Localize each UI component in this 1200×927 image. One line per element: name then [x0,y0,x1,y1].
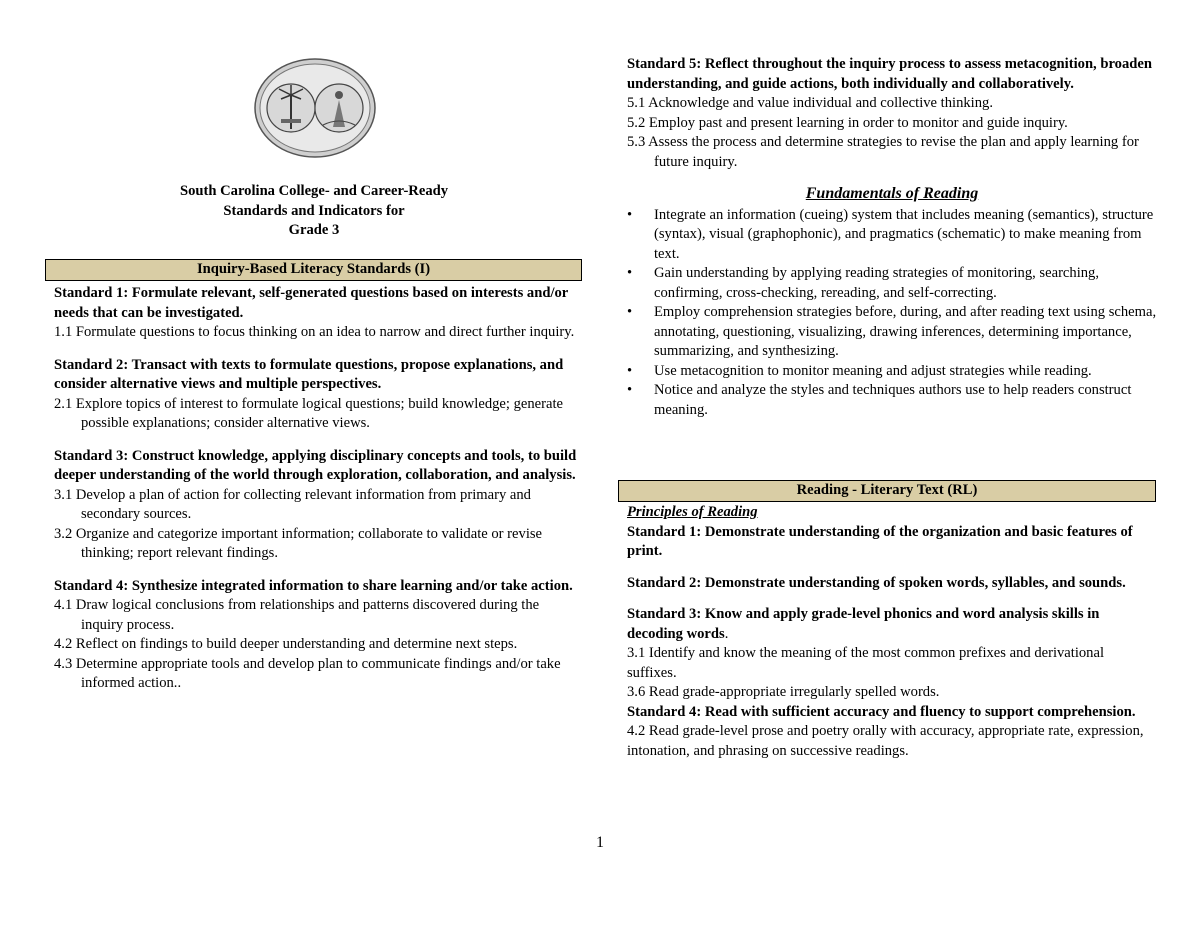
indicator: 4.3 Determine appropriate tools and develop plan to communicate findings and/or take informed action.. [54,655,561,691]
standard-3-heading: Standard 3: Construct knowledge, applying disciplinary concepts and tools, to build deeper understanding of the world through exploration, collaboration, and analysis. [54,447,577,483]
left-column [54,284,579,694]
indicator: 3.2 Organize and categorize important information; collaborate to validate or revise thinking; report relevant findings. [54,525,543,561]
south-carolina-seal-icon [253,57,377,159]
list-item [627,264,1157,303]
rl-standard-4-heading: Standard 4: Read with sufficient accuracy and fluency to support comprehension. [627,703,1136,720]
indicator: 3.6 Read grade-appropriate irregularly spelled words. [627,684,940,700]
right-column [627,55,1157,420]
standard-5-heading: Standard 5: Reflect throughout the inquiry process to assess metacognition, broaden understanding, and guide actions, both individually and collaboratively. [627,56,1152,92]
bullet: • [627,362,633,379]
literary-text-banner: Reading - Literary Text (RL) [618,480,1156,502]
indicator: 5.1 Acknowledge and value individual and collective thinking. [627,95,993,111]
title-line: South Carolina College- and Career-Ready [179,183,449,199]
bullet: • [627,382,633,398]
indicator: 4.1 Draw logical conclusions from relationships and patterns discovered during the inquiry process. [54,597,540,633]
indicator: 5.2 Employ past and present learning in order to monitor and guide inquiry. [627,114,1068,131]
list-item [627,206,1157,265]
list-item-text: Gain understanding by applying reading strategies of monitoring, searching, confirming, cross-checking, rereading, and self-correcting. [654,265,1100,301]
inquiry-standards-banner: Inquiry-Based Literacy Standards (I) [45,259,582,281]
rl-standard-3-text: Standard 3: Know and apply grade-level phonics and word analysis skills in decoding words [627,606,1100,642]
indicator: 4.2 Reflect on findings to build deeper understanding and determine next steps. [54,636,518,652]
list-item-text: Notice and analyze the styles and techniques authors use to help readers construct meaning. [654,382,1132,418]
bullet: • [627,206,633,223]
indicator: 1.1 Formulate questions to focus thinking on an idea to narrow and direct further inquiry. [54,324,575,340]
title-line: Grade 3 [288,222,340,238]
indicator: 3.1 Identify and know the meaning of the most common prefixes and derivational suffixes. [627,645,1105,681]
fundamentals-list [627,206,1157,421]
rl-standard-3-heading [627,605,1157,644]
standard-1-heading: Standard 1: Formulate relevant, self-generated questions based on interests and/or needs that can be investigated. [54,285,569,321]
indicator: 5.3 Assess the process and determine strategies to revise the plan and apply learning for future inquiry. [627,134,1139,170]
indicator: 4.2 Read grade-level prose and poetry orally with accuracy, appropriate rate, expression, intonation, and phrasing on successive readings. [627,723,1144,759]
indicator: 2.1 Explore topics of interest to formulate logical questions; build knowledge; generate possible explanations; consider alternative views. [54,395,564,431]
bullet: • [627,304,633,320]
page-number: 1 [596,834,604,851]
list-item-text: Employ comprehension strategies before, during, and after reading text using schema, annotating, questioning, visualizing, drawing inferences, determining importance, summarizing, and synthesizing. [654,304,1157,359]
standard-4-heading: Standard 4: Synthesize integrated information to share learning and/or take action. [54,577,573,594]
list-item [627,362,1157,382]
rl-standard-3-period: . [724,625,729,642]
document-title [54,182,574,241]
fundamentals-title: Fundamentals of Reading [805,185,979,202]
rl-standard-2-heading: Standard 2: Demonstrate understanding of spoken words, syllables, and sounds. [627,574,1126,591]
state-seal [253,57,377,159]
rl-standard-1-heading: Standard 1: Demonstrate understanding of the organization and basic features of print. [627,523,1133,559]
title-line: Standards and Indicators for [223,202,405,219]
principles-heading: Principles of Reading [627,504,758,520]
list-item-text: Integrate an information (cueing) system that includes meaning (semantics), structure (syntax), visual (graphophonic), and pragmatics (schematic) to make meaning from text. [654,206,1154,262]
standard-2-heading: Standard 2: Transact with texts to formulate questions, propose explanations, and consider alternative views and multiple perspectives. [54,356,564,392]
bullet: • [627,265,633,281]
indicator: 3.1 Develop a plan of action for collecting relevant information from primary and secondary sources. [54,486,531,522]
list-item [627,381,1157,420]
literary-section [627,503,1157,761]
list-item [627,303,1157,362]
list-item-text: Use metacognition to monitor meaning and adjust strategies while reading. [654,362,1092,379]
